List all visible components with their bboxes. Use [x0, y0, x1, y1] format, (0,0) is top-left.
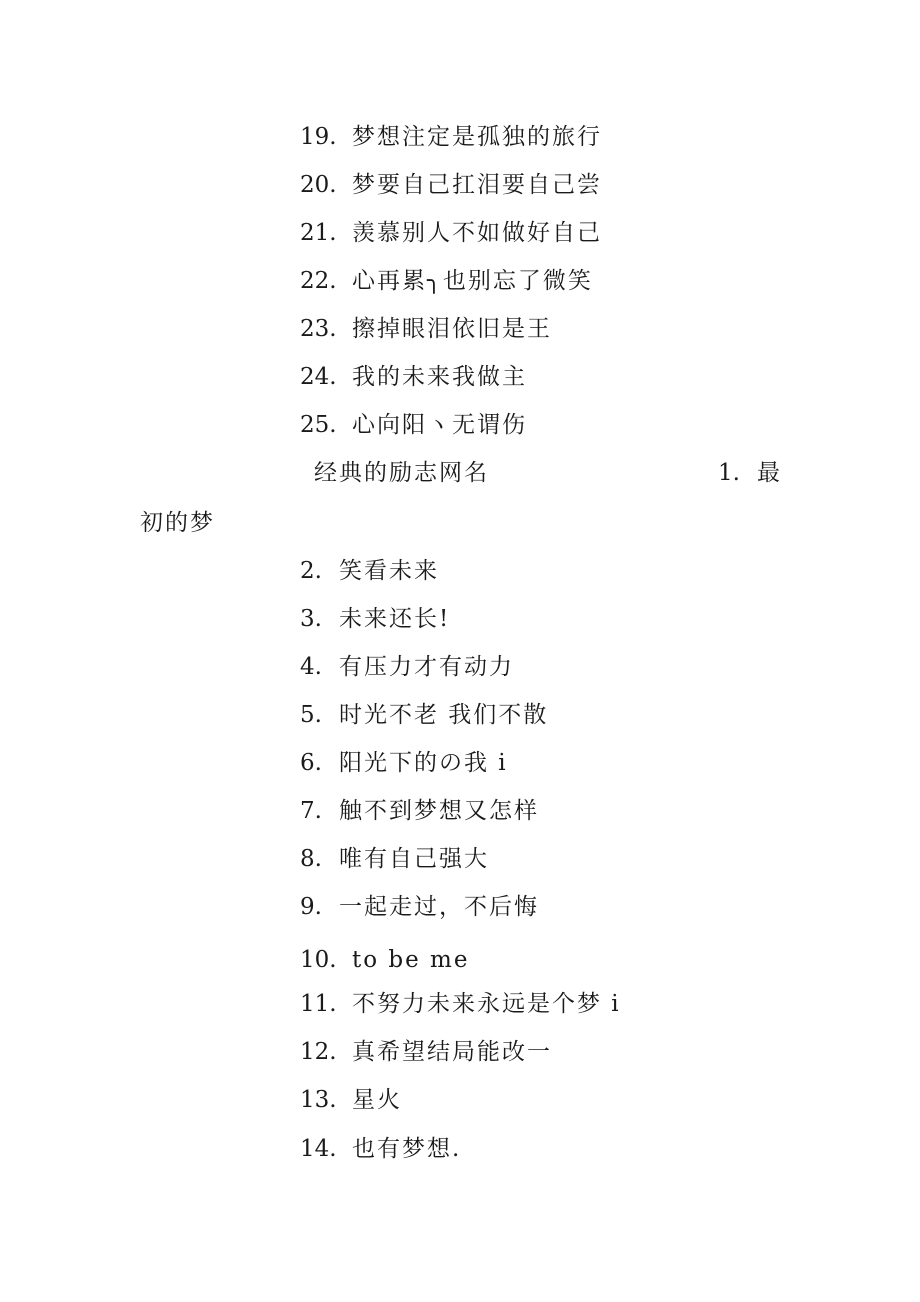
item-text: 最 — [757, 460, 782, 486]
item-number: 13. — [300, 1087, 337, 1113]
item-text: 也有梦想. — [352, 1136, 462, 1162]
item-number: 10. — [300, 947, 337, 973]
list-item — [300, 314, 552, 344]
list-item — [300, 700, 548, 730]
item-number: 6. — [300, 750, 322, 776]
item-number: 20. — [300, 172, 337, 198]
item-text: 不努力未来永远是个梦 i — [352, 991, 621, 1017]
item-text: 阳光下的の我 i — [339, 750, 508, 776]
item-text: 笑看未来 — [339, 558, 439, 584]
list-item — [300, 945, 469, 975]
item-text: 触不到梦想又怎样 — [339, 798, 539, 824]
item-text: to be me — [352, 947, 470, 973]
list-item — [300, 652, 514, 682]
item-text: 擦掉眼泪依旧是王 — [352, 316, 552, 342]
list-item — [300, 604, 450, 634]
item-number: 1. — [718, 460, 740, 486]
item-number: 22. — [300, 268, 337, 294]
item-number: 24. — [300, 364, 337, 390]
item-text: 心再累╮也别忘了微笑 — [352, 268, 593, 294]
item-number: 5. — [300, 702, 322, 728]
list-item — [300, 989, 621, 1019]
item-number: 23. — [300, 316, 337, 342]
item-number: 9. — [300, 894, 322, 920]
item-text: 时光不老 我们不散 — [339, 702, 549, 728]
item-number: 3. — [300, 606, 322, 632]
item-text: 我的未来我做主 — [352, 364, 527, 390]
item-text: 未来还长! — [339, 606, 451, 632]
item-text: 星火 — [352, 1087, 402, 1113]
list-item — [300, 892, 539, 922]
list-item — [300, 844, 489, 874]
item-number: 7. — [300, 798, 322, 824]
item-text: 真希望结局能改一 — [352, 1039, 552, 1065]
item-text: 梦要自己扛泪要自己尝 — [352, 172, 602, 198]
item-number: 11. — [300, 991, 337, 1017]
list-item — [300, 556, 439, 586]
item-number: 8. — [300, 846, 322, 872]
list-item — [300, 410, 527, 440]
item-number: 19. — [300, 124, 337, 150]
list-item — [300, 796, 539, 826]
item-text: 一起走过，不后悔 — [339, 894, 539, 920]
item-text: 梦想注定是孤独的旅行 — [352, 124, 602, 150]
list-item — [300, 170, 602, 200]
list-item — [300, 218, 602, 248]
item-text: 唯有自己强大 — [339, 846, 489, 872]
list-item — [300, 1085, 402, 1115]
item-number: 14. — [300, 1136, 337, 1162]
section-heading: 经典的励志网名 — [314, 460, 489, 486]
item-text-continuation: 初的梦 — [140, 510, 215, 536]
item-number: 12. — [300, 1039, 337, 1065]
list-item — [300, 266, 593, 296]
list-item — [300, 748, 508, 778]
list-item — [300, 362, 527, 392]
item-text: 有压力才有动力 — [339, 654, 514, 680]
item-number: 21. — [300, 220, 337, 246]
list-item — [718, 458, 782, 488]
item-text: 羡慕别人不如做好自己 — [352, 220, 602, 246]
item-number: 25. — [300, 412, 337, 438]
item-number: 2. — [300, 558, 322, 584]
item-text: 心向阳ヽ无谓伤 — [352, 412, 527, 438]
item-number: 4. — [300, 654, 322, 680]
list-item — [300, 122, 602, 152]
list-item — [300, 1037, 552, 1067]
list-item — [300, 1134, 461, 1164]
